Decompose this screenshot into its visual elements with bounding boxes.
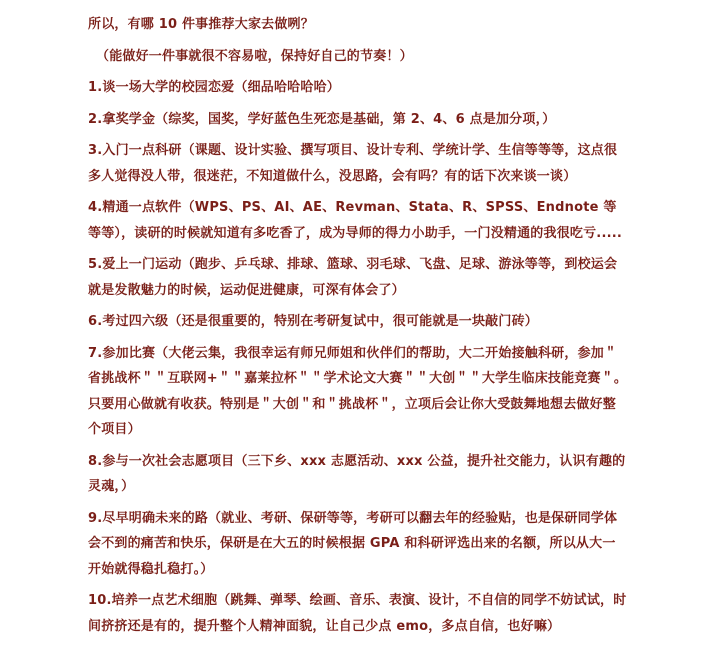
list-item-2: 2.拿奖学金（综奖，国奖，学好蓝色生死恋是基础，第 2、4、6 点是加分项，） xyxy=(88,111,556,127)
list-item-8: 8.参与一次社会志愿项目（三下乡、xxx 志愿活动、xxx 公益，提升社交能力，认识有趣的灵魂，） xyxy=(88,453,626,494)
intro-note: （能做好一件事就很不容易啦，保持好自己的节奏！） xyxy=(96,48,413,64)
list-item-3: 3.入门一点科研（课题、设计实验、撰写项目、设计专利、学统计学、生信等等等，这点很多人觉得没人带，很迷茫，不知道做什么，没思路，会有吗？有的话下次来谈一谈） xyxy=(88,143,618,184)
intro-question: 所以，有哪 10 件事推荐大家去做咧？ xyxy=(88,17,314,32)
document-body xyxy=(88,12,628,645)
list-item-10: 10.培养一点艺术细胞（跳舞、弹琴、绘画、音乐、表演、设计，不自信的同学不妨试试，时间挤挤还是有的，提升整个人精神面貌，让自己少点 emo，多点自信，也好嘛） xyxy=(88,593,627,634)
list-item-9: 9.尽早明确未来的路（就业、考研、保研等等，考研可以翻去年的经验贴，也是保研同学体会不到的痛苦和快乐，保研是在大五的时候根据 GPA 和科研评选出来的名额，所以从大一开始就得稳扎稳打。） xyxy=(88,510,618,577)
list-item-7: 7.参加比赛（大佬云集，我很幸运有师兄师姐和伙伴们的帮助，大二开始接触科研，参加＂省挑战杯＂＂互联网+＂＂嘉莱拉杯＂＂学术论文大赛＂＂大创＂＂大学生临床技能竞赛＂。只要用心做就有收获。特别是＂大创＂和＂挑战杯＂，立项后会让你大受鼓舞地想去做好整个项目） xyxy=(88,345,628,437)
list-item-6: 6.考过四六级（还是很重要的，特别在考研复试中，很可能就是一块敲门砖） xyxy=(88,314,538,329)
list-item-4: 4.精通一点软件（WPS、PS、AI、AE、Revman、Stata、R、SPSS、Endnote 等等等），读研的时候就知道有多吃香了，成为导师的得力小助手，一门没精通的我很吃亏..... xyxy=(88,200,622,241)
list-item-5: 5.爱上一门运动（跑步、乒乓球、排球、篮球、羽毛球、飞盘、足球、游泳等等，到校运会就是发散魅力的时候，运动促进健康，可深有体会了） xyxy=(88,257,618,298)
list-item-1: 1.谈一场大学的校园恋爱（细品哈哈哈哈） xyxy=(88,80,340,95)
